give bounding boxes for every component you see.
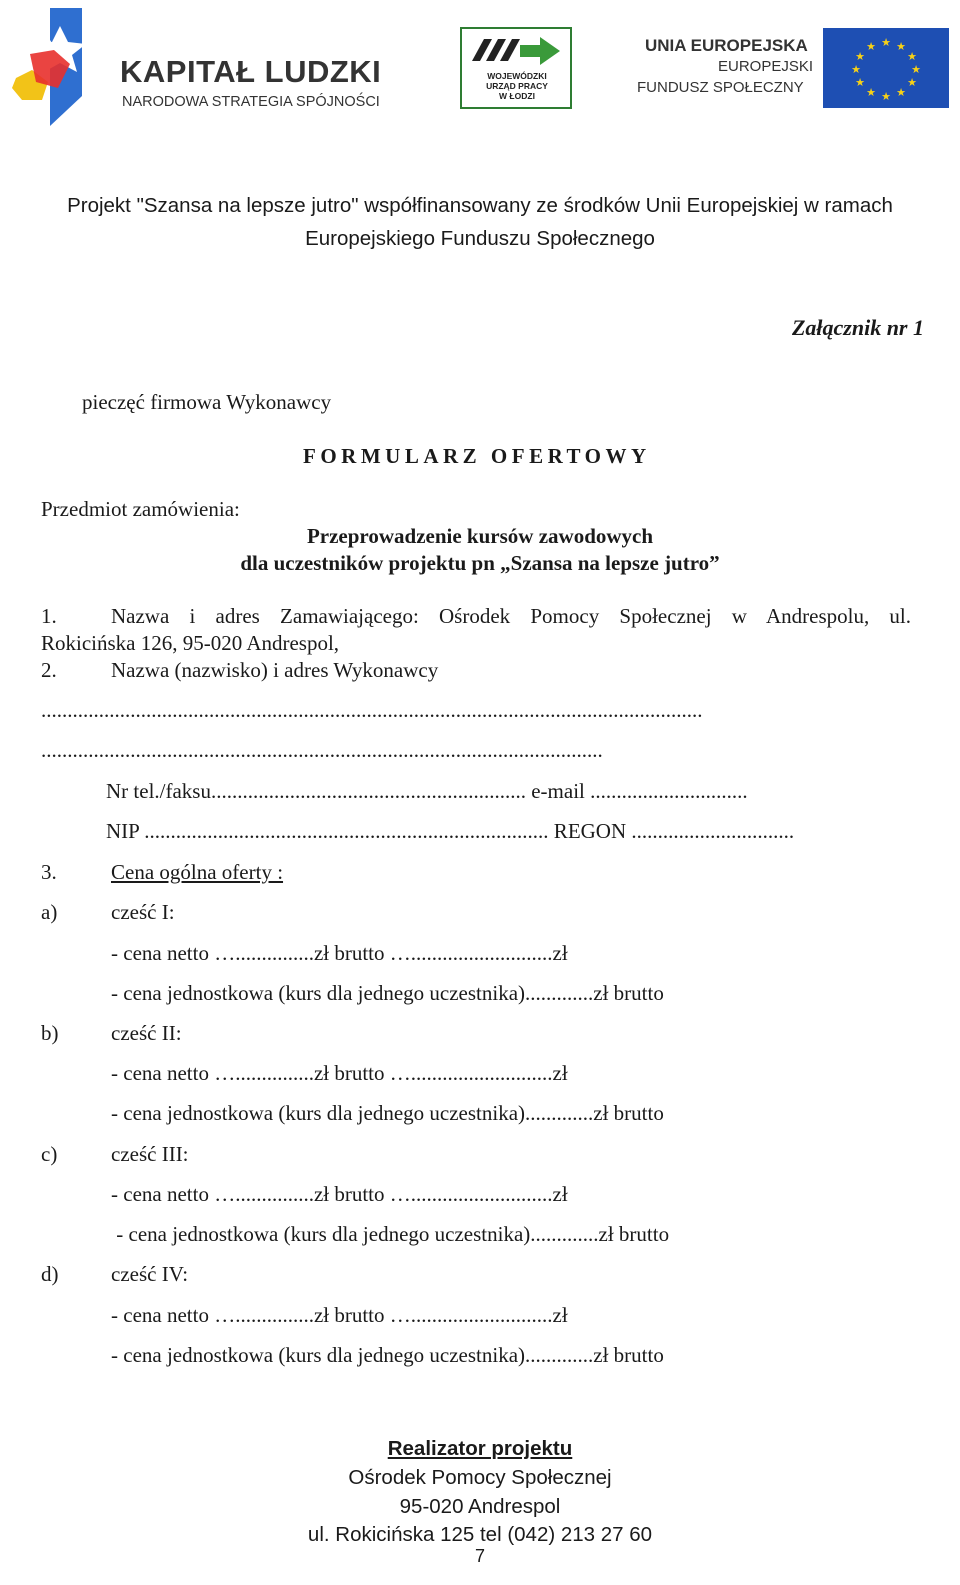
wup-arrow-icon: [470, 33, 562, 69]
item1-text-cont: Rokicińska 126, 95-020 Andrespol,: [41, 631, 340, 655]
eu-logo-line2: EUROPEJSKI: [718, 58, 814, 75]
part-d-letter: d): [41, 1262, 59, 1286]
svg-text:★: ★: [881, 36, 891, 49]
svg-text:★: ★: [896, 40, 906, 53]
part-a-net-price: - cena netto …...............zł brutto …...........................zł: [111, 941, 568, 965]
eu-logo-line3: FUNDUSZ SPOŁECZNY: [637, 79, 804, 96]
footer-org: Ośrodek Pomocy Społecznej: [348, 1466, 612, 1489]
kapital-ludzki-subtitle: NARODOWA STRATEGIA SPÓJNOŚCI: [122, 94, 380, 110]
footer-address-phone: ul. Rokicińska 125 tel (042) 213 27 60: [307, 1523, 653, 1546]
part-d-name: cześć IV:: [111, 1262, 189, 1286]
kapital-ludzki-title: KAPITAŁ LUDZKI: [120, 54, 382, 89]
svg-text:★: ★: [907, 76, 917, 89]
wup-logo-frame: [460, 27, 572, 109]
attachment-label: Załącznik nr 1: [791, 315, 924, 340]
svg-text:★: ★: [896, 86, 906, 99]
wup-line2: URZĄD PRACY: [486, 81, 548, 91]
wup-logo: [460, 27, 572, 109]
part-a-letter: a): [41, 900, 58, 924]
eu-logo-line1: UNIA EUROPEJSKA: [645, 36, 808, 55]
footer-postal: 95-020 Andrespol: [399, 1495, 561, 1518]
svg-text:★: ★: [911, 63, 921, 76]
kapital-ludzki-emblem-icon: [10, 8, 110, 136]
svg-text:★: ★: [907, 50, 917, 63]
eu-flag-icon: [823, 28, 949, 108]
svg-text:★: ★: [866, 86, 876, 99]
part-b-net-price: - cena netto …...............zł brutto …...........................zł: [111, 1061, 568, 1085]
part-a-name: cześć I:: [111, 900, 175, 924]
contractor-address-dots-2: ...........................................................................................................: [41, 738, 603, 762]
item1-text: Nazwa i adres Zamawiającego: Ośrodek Pomocy Społecznej w Andrespolu, ul.: [111, 604, 911, 628]
kapital-ludzki-logo: [10, 8, 405, 136]
wup-logo-text: [468, 71, 566, 101]
wup-line3: W ŁODZI: [499, 91, 535, 101]
part-b-unit-price: - cena jednostkowa (kurs dla jednego uczestnika).............zł brutto: [111, 1101, 664, 1125]
subject-line1: Przeprowadzenie kursów zawodowych: [306, 524, 654, 548]
part-c-net-price: - cena netto …...............zł brutto …...........................zł: [111, 1182, 568, 1206]
part-c-unit-price: - cena jednostkowa (kurs dla jednego uczestnika).............zł brutto: [111, 1222, 670, 1246]
nip-regon-line: NIP ............................................................................. REGON ...............................: [106, 819, 795, 843]
svg-text:★: ★: [851, 63, 861, 76]
part-c-letter: c): [41, 1142, 58, 1166]
wup-line1: WOJEWÓDZKI: [487, 71, 547, 81]
contractor-address-dots-1: ..............................................................................................................................: [41, 698, 703, 722]
subject-line2: dla uczestników projektu pn „Szansa na lepsze jutro”: [240, 551, 720, 575]
page-number: 7: [474, 1546, 485, 1566]
part-b-name: cześć II:: [111, 1021, 182, 1045]
eu-social-fund-logo: [635, 24, 953, 110]
item3-number: 3.: [41, 860, 57, 884]
svg-text:★: ★: [881, 90, 891, 103]
part-c-name: cześć III:: [111, 1142, 189, 1166]
svg-text:★: ★: [855, 50, 865, 63]
part-d-net-price: - cena netto …...............zł brutto …...........................zł: [111, 1303, 568, 1327]
form-title: FORMULARZ OFERTOWY: [303, 444, 651, 468]
svg-text:★: ★: [866, 40, 876, 53]
item2-text: Nazwa (nazwisko) i adres Wykonawcy: [111, 658, 439, 682]
item1-number: 1.: [41, 604, 57, 628]
company-stamp-label: pieczęć firmowa Wykonawcy: [82, 390, 332, 414]
footer-title: Realizator projektu: [387, 1437, 573, 1460]
project-header-line2: Europejskiego Funduszu Społecznego: [305, 227, 655, 250]
part-a-unit-price: - cena jednostkowa (kurs dla jednego uczestnika).............zł brutto: [111, 981, 664, 1005]
svg-text:★: ★: [855, 76, 865, 89]
part-b-letter: b): [41, 1021, 59, 1045]
subject-label: Przedmiot zamówienia:: [41, 497, 240, 521]
item2-number: 2.: [41, 658, 57, 682]
item3-text: Cena ogólna oferty :: [111, 860, 284, 884]
part-d-unit-price: - cena jednostkowa (kurs dla jednego uczestnika).............zł brutto: [111, 1343, 664, 1367]
project-header-line1: Projekt "Szansa na lepsze jutro" współfinansowany ze środków Unii Europejskiej w ramach: [67, 194, 893, 217]
phone-email-line: Nr tel./faksu............................................................ e-mail ..............................: [106, 779, 748, 803]
